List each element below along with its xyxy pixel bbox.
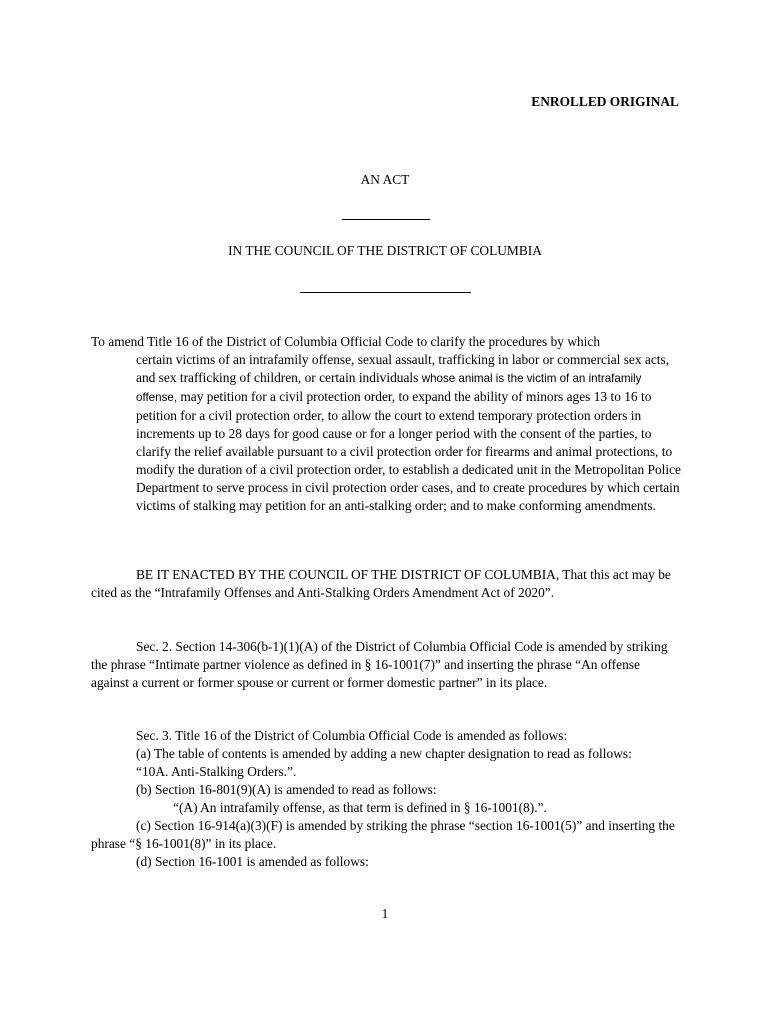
council-heading: IN THE COUNCIL OF THE DISTRICT OF COLUMBIA <box>228 243 542 258</box>
council-rule <box>300 292 471 293</box>
page-number: 1 <box>381 906 389 921</box>
section-3-a-quote: “10A. Anti-Stalking Orders.”. <box>136 764 297 779</box>
purpose-inserted-text: whose animal is the victim of an intrafamily offense, <box>136 372 642 404</box>
section-2: Sec. 2. Section 14-306(b-1)(1)(A) of the District of Columbia Official Code is amended by striking the phrase “Intimate partner violence as defined in § 16-1001(7)” and inserting the phrase “An offense against a current or former spouse or current or former domestic partner” in its place. <box>91 639 668 690</box>
act-title: AN ACT <box>360 172 410 187</box>
purpose-continuation <box>91 351 681 515</box>
purpose-paragraph <box>91 333 681 515</box>
section-3-b: (b) Section 16-801(9)(A) is amended to read as follows: <box>136 782 437 797</box>
section-3-d: (d) Section 16-1001 is amended as follows: <box>136 854 369 869</box>
section-3-a: (a) The table of contents is amended by adding a new chapter designation to read as follows: <box>136 746 632 761</box>
section-3-intro: Sec. 3. Title 16 of the District of Columbia Official Code is amended as follows: <box>136 728 568 743</box>
section-3-b-quote: “(A) An intrafamily offense, as that term is defined in § 16-1001(8).”. <box>173 800 547 815</box>
section-3 <box>91 727 681 871</box>
purpose-first-line: To amend Title 16 of the District of Columbia Official Code to clarify the procedures by which <box>91 334 601 349</box>
section-3-c: (c) Section 16-914(a)(3)(F) is amended by striking the phrase “section 16-1001(5)” and inserting the phrase “§ 16-1001(8)” in its place. <box>91 818 675 851</box>
purpose-part2: may petition for a civil protection order, to expand the ability of minors ages 13 to 16 to petition for a civil protection order, to allow the court to extend temporary protection orders in increments up to 28 days for good cause or for a longer period with the consent of the parties, to clarify the relief available pursuant to a civil protection order for firearms and animal protections, to modify the duration of a civil protection order, to establish a dedicated unit in the Metropolitan Police Department to serve process in civil protection order cases, and to create procedures by which certain victims of stalking may petition for an anti-stalking order; and to make conforming amendments. <box>136 389 681 513</box>
enrolled-original-label: ENROLLED ORIGINAL <box>531 94 679 109</box>
purpose-part1: certain victims of an intrafamily offense, sexual assault, trafficking in labor or commercial sex acts, and sex trafficking of children, or certain individuals <box>136 352 670 385</box>
enacting-clause: BE IT ENACTED BY THE COUNCIL OF THE DISTRICT OF COLUMBIA, That this act may be cited as the “Intrafamily Offenses and Anti-Stalking Orders Amendment Act of 2020”. <box>91 567 671 600</box>
title-rule <box>342 219 430 220</box>
